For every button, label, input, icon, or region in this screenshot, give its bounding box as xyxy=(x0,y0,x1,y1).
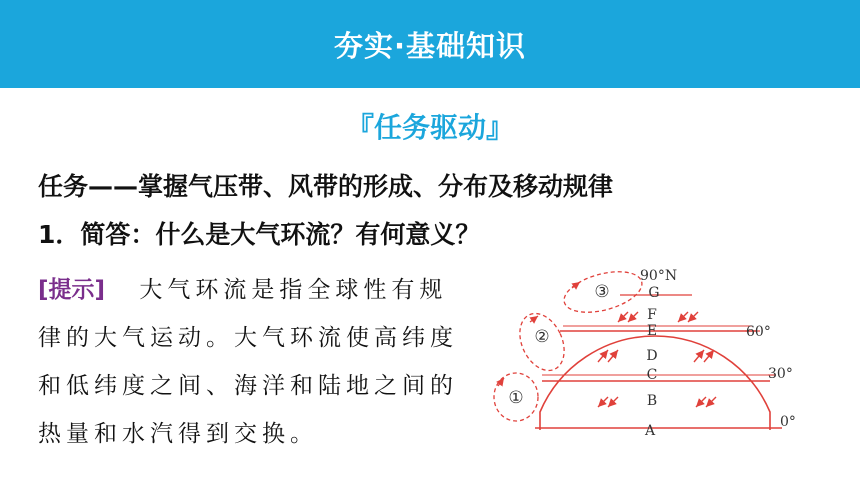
answer-block xyxy=(38,266,468,458)
lat-label-90: 90°N xyxy=(640,268,678,284)
lat-label-60: 60° xyxy=(746,324,771,340)
task-line: 任务——掌握气压带、风带的形成、分布及移动规律 xyxy=(38,172,614,201)
section-title: 『任务驱动』 xyxy=(345,111,514,144)
belt-label-a: A xyxy=(644,423,656,439)
answer-text: 大气环流是指全球性有规 xyxy=(139,277,448,303)
belt-label-d: D xyxy=(646,348,658,364)
belt-label-f: F xyxy=(647,307,657,323)
answer-line-4: 热量和水汽得到交换。 xyxy=(38,421,318,447)
answer-line-3: 和低纬度之间、海洋和陆地之间的 xyxy=(38,373,458,399)
cell-label-1: ① xyxy=(508,388,524,408)
hint-tag: [提示] xyxy=(38,277,106,303)
belt-label-c: C xyxy=(646,367,658,383)
cell-label-3: ③ xyxy=(594,282,610,302)
answer-line-2: 律的大气运动。大气环流使高纬度 xyxy=(38,325,458,351)
belt-label-g: G xyxy=(648,285,660,301)
lat-label-30: 30° xyxy=(768,366,793,382)
lat-label-0: 0° xyxy=(780,414,796,430)
belt-label-e: E xyxy=(646,323,658,339)
circulation-diagram xyxy=(480,262,820,440)
header-title: 夯实·基础知识 xyxy=(333,28,527,63)
answer-line-1 xyxy=(38,266,468,314)
belt-label-b: B xyxy=(646,393,658,409)
header-banner xyxy=(0,0,860,88)
question-line: 1．简答：什么是大气环流？有何意义？ xyxy=(38,220,481,249)
cell-label-2: ② xyxy=(534,327,550,347)
